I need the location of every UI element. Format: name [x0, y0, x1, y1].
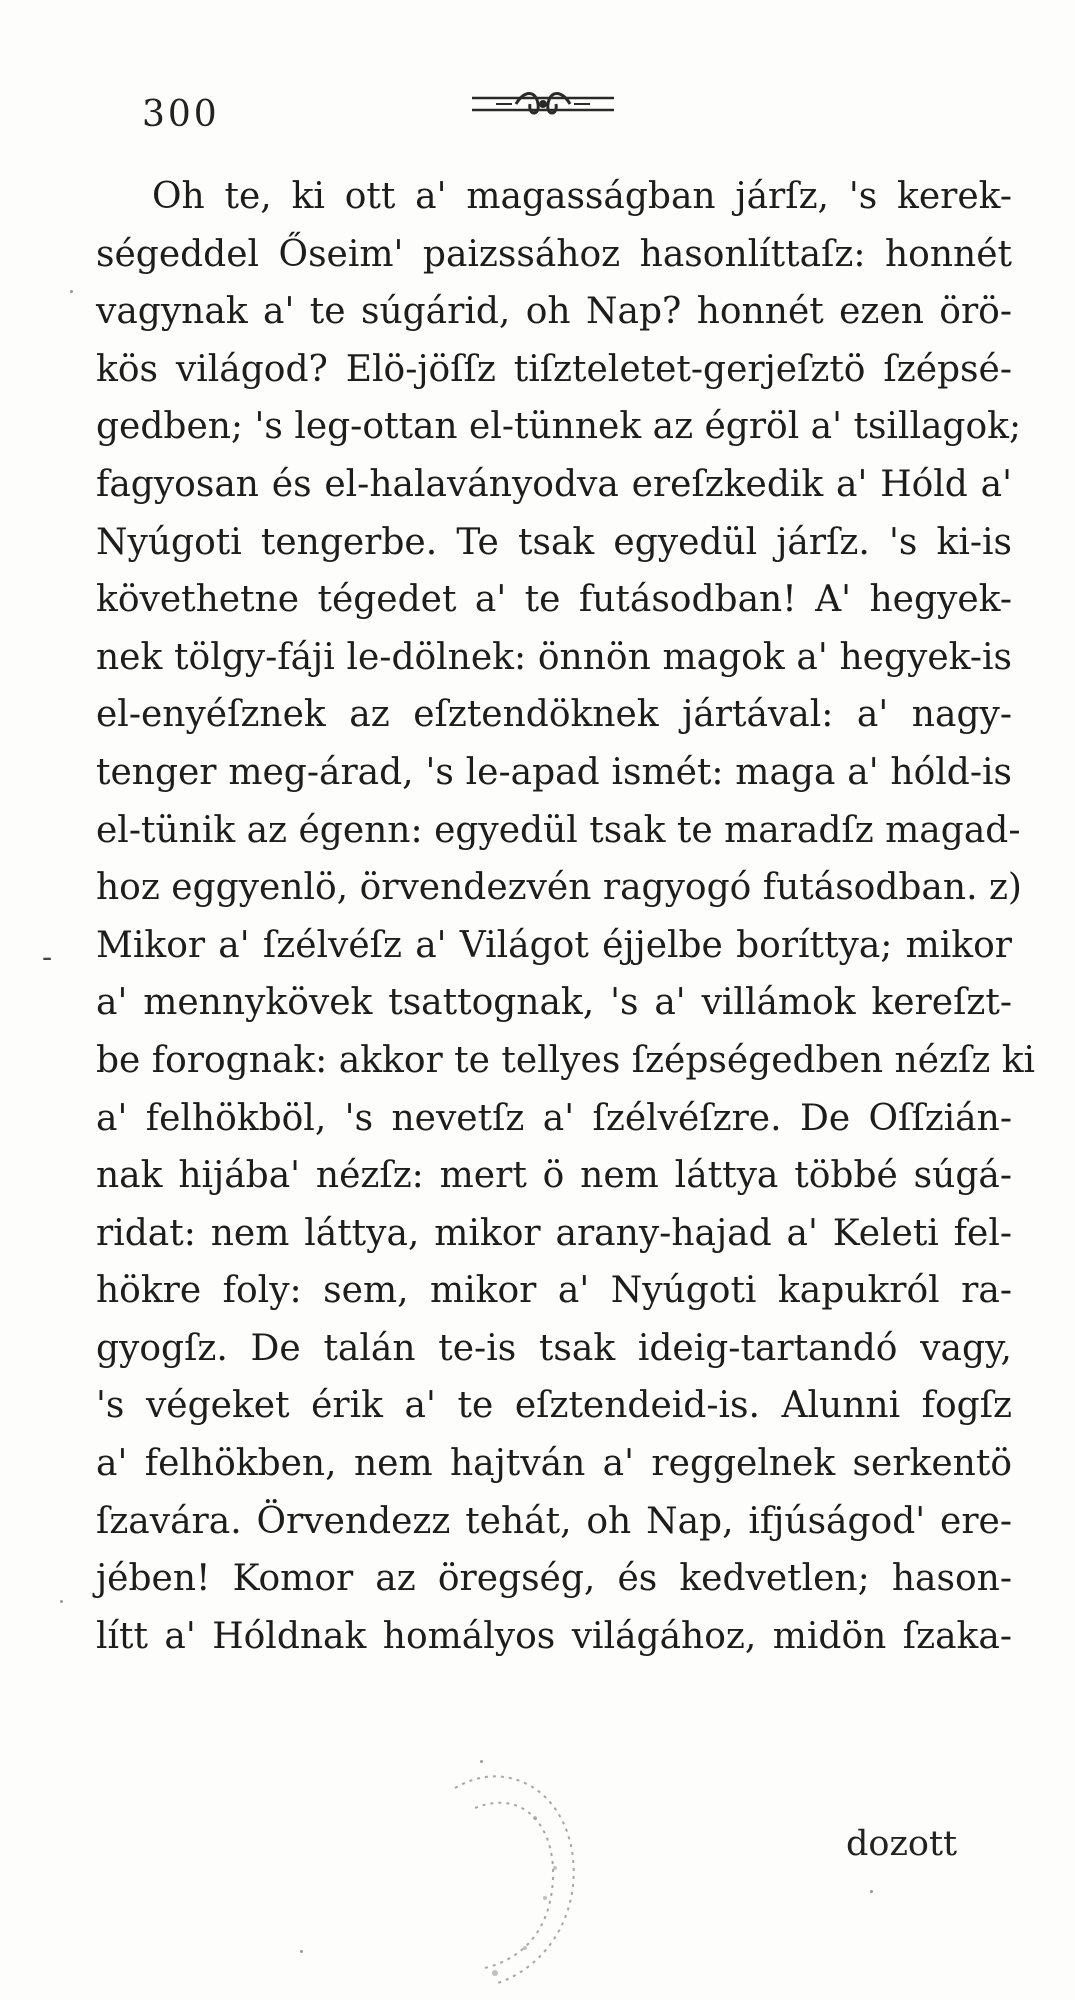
- margin-mark: -: [42, 940, 53, 975]
- text-line: ségeddel Őseim' paizssához hasonlíttaſz: honnét: [96, 233, 1012, 275]
- text-line: el-tünik az égenn: egyedül tsak te maradſz magad-: [96, 809, 1021, 851]
- text-line: Oh te, ki ott a' magasságban járſz, 's kerek-: [152, 176, 1012, 217]
- paper-speck: [480, 1760, 483, 1763]
- scroll-ornament-icon: [468, 86, 618, 122]
- text-line: követhetne tégedet a' te futásodban! A' hegyek-: [96, 579, 1012, 621]
- page-number: 300: [142, 94, 220, 135]
- text-line: lítt a' Hóldnak homályos világához, midön ſzaka-: [96, 1615, 1012, 1657]
- text-line: ſzavára. Örvendezz tehát, oh Nap, ifjúságod' ere-: [96, 1500, 1012, 1542]
- text-line: nek tölgy-fáji le-dölnek: önnön magok a' hegyek-is: [96, 636, 1012, 678]
- text-line: kös világod? Elö-jöſſz tiſzteletet-gerjeſztö ſzépsé-: [96, 348, 1012, 390]
- text-line: 's végeket érik a' te eſztendeid-is. Alunni fogſz: [96, 1385, 1012, 1427]
- text-line: ridat: nem láttya, mikor arany-hajad a' Keleti fel-: [96, 1212, 1012, 1254]
- paper-speck: [870, 1890, 873, 1893]
- paper-speck: [60, 1600, 63, 1603]
- text-line: be forognak: akkor te tellyes ſzépségedben nézſz ki: [96, 1039, 1036, 1081]
- text-line: a' felhökben, nem hajtván a' reggelnek serkentö: [96, 1443, 1012, 1485]
- text-line: hoz eggyenlö, örvendezvén ragyogó futásodban. z): [96, 867, 1022, 909]
- text-line: Mikor a' ſzélvéſz a' Világot éjjelbe boríttya; mikor: [96, 924, 1012, 966]
- text-line: vagynak a' te súgárid, oh Nap? honnét ezen örö-: [96, 291, 1012, 333]
- text-line: jében! Komor az öregség, és kedvetlen; hason-: [96, 1558, 1012, 1600]
- text-line: fagyosan és el-halaványodva ereſzkedik a' Hóld a': [96, 463, 1012, 505]
- library-stamp-icon: [435, 1748, 585, 2000]
- catchword: dozott: [846, 1824, 958, 1864]
- text-line: a' mennykövek tsattognak, 's a' villámok kereſzt-: [96, 982, 1012, 1024]
- paper-speck: [70, 290, 73, 293]
- text-line: gedben; 's leg-ottan el-tünnek az égröl a' tsillagok;: [96, 406, 1022, 448]
- text-line: a' felhökböl, 's nevetſz a' ſzélvéſzre. De Oſſzián-: [96, 1097, 1012, 1139]
- text-line: hökre foly: sem, mikor a' Nyúgoti kapukról ra-: [96, 1270, 1012, 1312]
- paper-speck: [300, 1950, 303, 1953]
- text-line: nak hijába' nézſz: mert ö nem láttya többé súgá-: [96, 1155, 1012, 1197]
- text-line: Nyúgoti tengerbe. Te tsak egyedül járſz. 's ki-is: [96, 521, 1012, 563]
- text-line: tenger meg-árad, 's le-apad ismét: maga a' hóld-is: [96, 751, 1012, 793]
- body-text: [96, 168, 1036, 1665]
- text-line: el-enyéſznek az eſztendöknek jártával: a' nagy-: [96, 694, 1012, 736]
- text-line: gyogſz. De talán te-is tsak ideig-tartandó vagy,: [96, 1327, 1012, 1369]
